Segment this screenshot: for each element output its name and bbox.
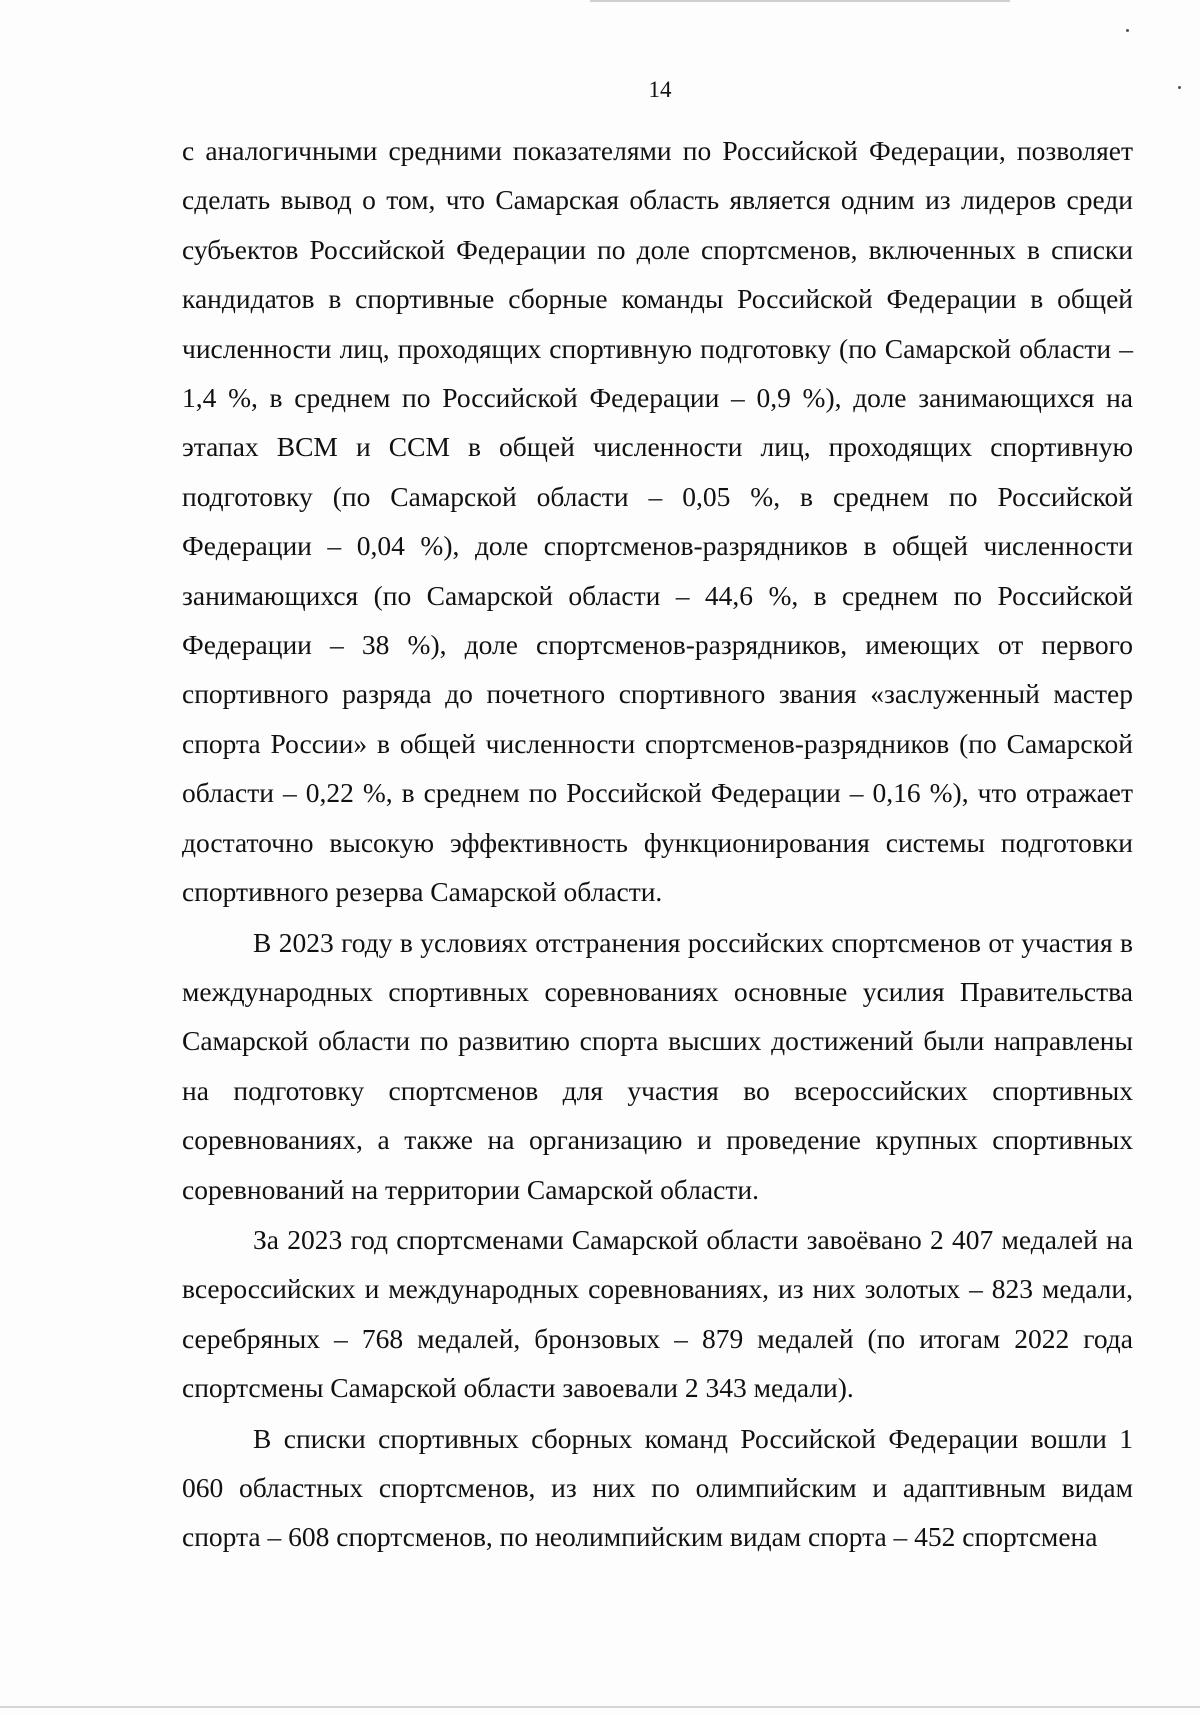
paragraph-2023-efforts: В 2023 году в условиях отстранения российских спортсменов от участия в международных спортивных соревнованиях основные усилия Правительства Самарской области по развитию спорта высших достижений были направлены на подготовку спортсменов для участия во всероссийских спортивных соревнованиях, а также на организацию и проведение крупных спортивных соревнований на территории Самарской области.: [182, 926, 1133, 1205]
scan-speck: [1126, 29, 1129, 32]
scan-edge-line: [590, 0, 1010, 2]
paragraph-continuation: с аналогичными средними показателями по Российской Федерации, позволяет сделать вывод о том, что Самарская область является одним из лидеров среди субъектов Российской Федерации по доле спортсменов, включенных в списки кандидатов в спортивные сборные команды Российской Федерации в общей численности лиц, проходящих спортивную подготовку (по Самарской области – 1,4 %, в среднем по Российской Федерации – 0,9 %), доле занимающихся на этапах ВСМ и ССМ в общей численности лиц, проходящих спортивную подготовку (по Самарской области – 0,05 %, в среднем по Российской Федерации – 0,04 %), доле спортсменов-разрядников в общей численности занимающихся (по Самарской области – 44,6 %, в среднем по Российской Федерации – 38 %), доле спортсменов-разрядников, имеющих от первого спортивного разряда до почетного спортивного звания «заслуженный мастер спорта России» в общей численности спортсменов-разрядников (по Самарской области – 0,22 %, в среднем по Российской Федерации – 0,16 %), что отражает достаточно высокую эффективность функционирования системы подготовки спортивного резерва Самарской области.: [182, 135, 1133, 908]
paragraph-national-teams: В списки спортивных сборных команд Российской Федерации вошли 1 060 областных спортсменов, из них по олимпийским и адаптивным видам спорта – 608 спортсменов, по неолимпийским видам спорта – 452 спортсмена: [182, 1422, 1133, 1553]
paragraph-medals: За 2023 год спортсменами Самарской области завоёвано 2 407 медалей на всероссийских и международных соревнованиях, из них золотых – 823 медали, серебряных – 768 медалей, бронзовых – 879 медалей (по итогам 2022 года спортсмены Самарской области завоевали 2 343 медали).: [182, 1223, 1133, 1404]
document-body: [182, 126, 1133, 1562]
page-number: 14: [648, 77, 672, 102]
scan-edge-line: [0, 1706, 1200, 1708]
